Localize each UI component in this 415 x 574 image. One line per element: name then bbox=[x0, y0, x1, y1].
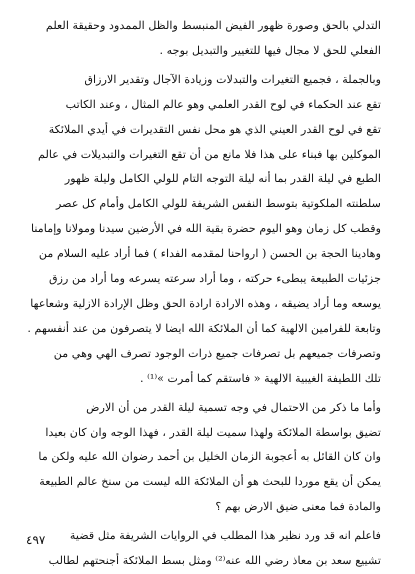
text-line: الطبع في ليلة القدر بما أنه ليلة التوجه التام للولي الكامل وليلة ظهور bbox=[64, 172, 381, 186]
text-line: تقع عند الحكماء في لوح القدر العلمي وهو عالم المثال ، وعند الكاتب bbox=[65, 97, 381, 111]
text-line: وقطب كل زمان وهو اليوم حضرة بقية الله في الأرضين سيدنا ومولانا وإمامنا bbox=[31, 222, 381, 236]
text-line: وأما ما ذكر من الاحتمال في وجه تسمية ليلة القدر من أن الارض bbox=[86, 400, 381, 414]
text-line: وهادينا الحجة بن الحسن ( ارواحنا لمقدمه الفداء ) فما أراد عليه السلام من bbox=[38, 247, 381, 261]
page-body-text bbox=[22, 14, 381, 574]
paragraph bbox=[22, 524, 381, 574]
text-line: وتابعة للفرامين الالهية كما أن الملائكة الله ايضا لا يتصرفون من عند أنفسهم . bbox=[27, 321, 381, 335]
text-line: الموكلين بها فبناء على هذا فلا مانع من أن تقع التغيرات والتبديلات في عالم bbox=[38, 147, 381, 161]
paragraph bbox=[22, 68, 381, 392]
text-line: وبالجملة ، فجميع التغيرات والتبدلات وزيادة الآجال وتقدير الارزاق bbox=[84, 72, 381, 86]
text-line: تشييع سعد بن معاذ رضي الله عنه⁽²⁾ ومثل بسط الملائكة أجنحتهم لطالب bbox=[48, 554, 381, 568]
text-line: فاعلم انه قد ورد نظير هذا المطلب في الروايات الشريفة مثل قضية bbox=[69, 529, 381, 543]
text-line: جزئيات الطبيعة يبطىء حركته ، وما أراد سرعته يسرعه وما أراد من رزق bbox=[48, 272, 381, 286]
paragraph bbox=[22, 14, 381, 64]
text-line: تقع في لوح القدر العيني الذي هو محل نفس التقديرات في أيدي الملائكة bbox=[48, 122, 381, 136]
paragraph bbox=[22, 396, 381, 521]
text-line: والمادة فما معنى ضيق الارض بهم ؟ bbox=[215, 500, 381, 514]
text-line: الفعلي للحق لا مجال فيها للتغيير والتبديل بوجه . bbox=[159, 43, 381, 57]
page-number: ٤٩٧ bbox=[26, 533, 46, 547]
text-line: تضيق بواسطة الملائكة ولهذا سميت ليلة القدر ، فهذا الوجه وان كان بعيدا bbox=[45, 425, 381, 439]
text-line: وان كان القائل به أعجوبة الزمان الخليل بن أحمد رضوان الله عليه ولكن ما bbox=[38, 450, 381, 464]
text-line: يمكن أن يقع موردا للبحث هو أن الملائكة الله ليست من سنخ عالم الطبيعة bbox=[39, 475, 381, 489]
text-line: تلك اللطيفة الغيبية الالهية « فاستقم كما أمرت »⁽¹⁾ . bbox=[139, 371, 381, 385]
text-line: يوسعه وما أراد يضيقه ، وهذه الارادة ارادة الحق وظل الإرادة الازلية وشعاعها bbox=[30, 296, 381, 310]
text-line: سلطنته الملكوتية بتوسط النفس الشريفة للولي الكامل وأمام كل عصر bbox=[55, 197, 381, 211]
text-line: التدلي بالحق وصورة ظهور الفيض المنبسط والظل الممدود وحقيقة العلم bbox=[45, 19, 381, 32]
text-line: وتصرفات جميعهم بل تصرفات جميع ذرات الوجود تصرف الهي وهي من bbox=[53, 346, 381, 360]
